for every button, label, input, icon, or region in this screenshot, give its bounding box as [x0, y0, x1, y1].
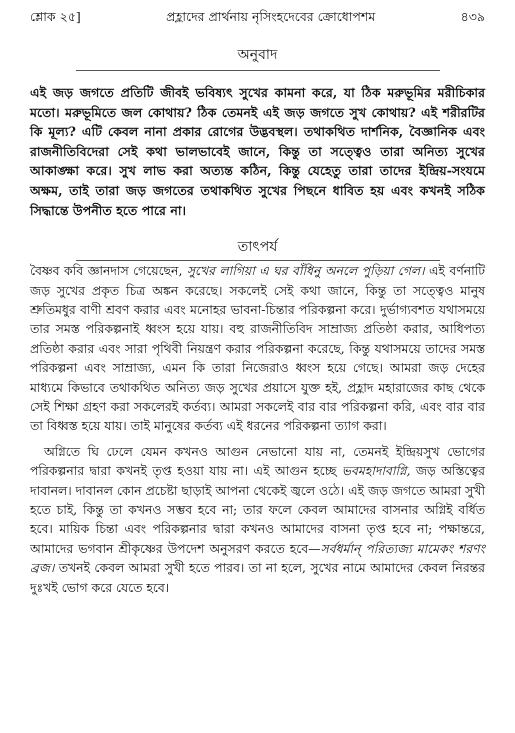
translation-heading: অনুবাদ	[237, 47, 278, 63]
purport-heading: তাৎপর্য	[237, 239, 278, 256]
sanskrit-term: ভবমহাদাবাগ্নি,	[341, 463, 411, 479]
gita-quote: সর্বধর্মান্ পরিত্যজ্য মামেকং শরণং ব্রজ।	[30, 540, 485, 576]
paragraph-text: জড় অস্তিত্বের দাবানল। দাবানল কোন প্রচেষ্টা ছাড়াই আপনা থেকেই জ্বলে ওঠে। এই জড় জগতে আমরা সুখী হতে চাই, কিন্তু তা কখনও সম্ভব হবে না; তার ফলে কেবল আমাদের বাসনার অগ্নিই বর্ধিত হবে। মায়িক চিন্তা এবং পরিকল্পনার দ্বারা কখনও আমাদের বাসনা তৃপ্ত হবে না; পক্ষান্তরে, আমাদের ভগবান শ্রীকৃষ্ণের উপদেশ অনুসরণ করতে হবে—	[30, 463, 485, 556]
verse-reference: শ্লোক ২৫]	[30, 9, 81, 24]
purport-body	[30, 261, 485, 597]
paragraph-text: বৈষ্ণব কবি জ্ঞানদাস গেয়েছেন,	[30, 263, 187, 279]
heading-rule	[76, 70, 440, 71]
page-number: ৪৩৯	[460, 9, 485, 24]
chapter-title: প্রহ্লাদের প্রার্থনায় নৃসিংহদেবের ক্রোধোপশম	[166, 9, 376, 24]
song-quote: সুখের লাগিয়া এ ঘর বাঁধিনু অনলে পুড়িয়া গেল।	[186, 263, 425, 279]
translation-text: এই জড় জগতে প্রতিটি জীবই ভবিষ্যৎ সুখের কামনা করে, যা ঠিক মরুভূমির মরীচিকার মতো। মরুভূমিতে জল কোথায়? ঠিক তেমনই এই জড় জগতে সুখ কোথায়? এই শরীরটির কি মূল্য? এটি কেবল নানা প্রকার রোগের উদ্ভবস্থল। তথাকথিত দার্শনিক, বৈজ্ঞানিক এবং রাজনীতিবিদেরা সেই কথা ভালভাবেই জানে, কিন্তু তা সত্ত্বেও তারা অনিত্য সুখের আকাঙ্ক্ষা করে। সুখ লাভ করা অত্যন্ত কঠিন, কিন্তু যেহেতু তারা তাদের ইন্দ্রিয়-সংযমে অক্ষম, তাই তারা জড় জগতের তথাকথিত সুখের পিছনে ধাবিত হয় এবং কখনই সঠিক সিদ্ধান্তে উপনীত হতে পারে না।	[30, 85, 485, 218]
purport-paragraph-2	[30, 442, 485, 597]
paragraph-text: অগ্নিতে ঘি ঢেলে যেমন কখনও আগুন নেভানো যায় না, তেমনই ইন্দ্রিয়সুখ ভোগের পরিকল্পনার দ্বারা কখনই তৃপ্ত হওয়া যায় না। এই আগুন হচ্ছে	[30, 443, 485, 479]
purport-paragraph-1	[30, 261, 485, 436]
paragraph-text: তখনই কেবল আমরা সুখী হতে পারব। তা না হলে, সুখের নামে আমাদের কেবল নিরন্তর দুঃখই ভোগ করে যেতে হবে।	[30, 560, 485, 595]
paragraph-text: এই বর্ণনাটি জড় সুখের প্রকৃত চিত্র অঙ্কন করেছে। সকলেই সেই কথা জানে, কিন্তু তা সত্ত্বেও মানুষ শ্রুতিমধুর বাণী শ্রবণ করার এবং মনোহর ভাবনা-চিন্তার পরিকল্পনা করে। দুর্ভাগ্যবশত যথাসময়ে তার সমস্ত পরিকল্পনাই ধ্বংস হয়ে যায়। বহু রাজনীতিবিদ সাম্রাজ্য প্রতিষ্ঠা করার, আধিপত্য প্রতিষ্ঠা করার এবং সারা পৃথিবী নিয়ন্ত্রণ করার পরিকল্পনা করেছে, কিন্তু যথাসময়ে তাদের সমস্ত পরিকল্পনা এবং সাম্রাজ্য, এমন কি তারা নিজেরাও ধ্বংস হয়ে গেছে। আমরা জড় দেহের মাধ্যমে কিভাবে তথাকথিত অনিত্য জড় সুখের প্রয়াসে যুক্ত হই, প্রহ্লাদ মহারাজের কাছ থেকে সেই শিক্ষা গ্রহণ করা সকলেরই কর্তব্য। আমরা সকলেই বার বার পরিকল্পনা করি, এবং বার বার তা বিধ্বস্ত হয়ে যায়। তাই মানুষের কর্তব্য এই ধরনের পরিকল্পনা ত্যাগ করা।	[30, 263, 485, 434]
page-header	[30, 8, 485, 26]
